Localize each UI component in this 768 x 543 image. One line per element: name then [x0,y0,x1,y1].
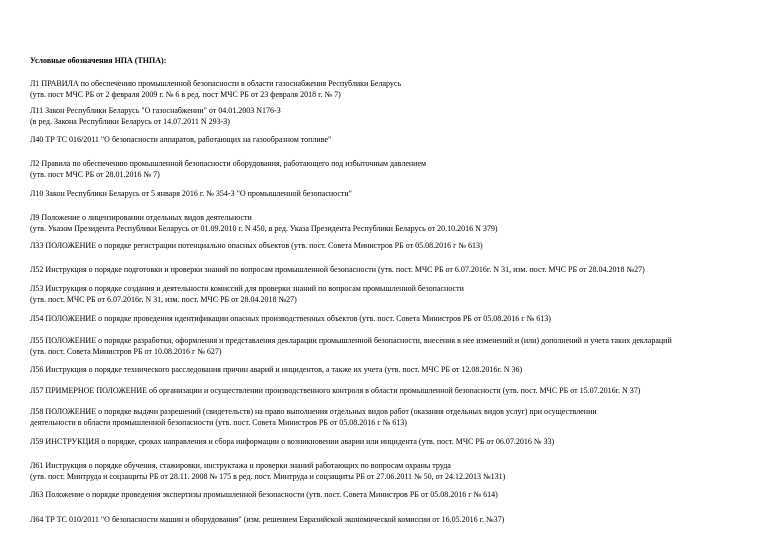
entry-line: Л11 Закон Республики Беларусь "О газоснабжении" от 04.01.2003 N176-З [30,106,281,115]
legend-entry-l57 [30,386,640,397]
legend-entry-l53 [30,284,464,305]
legend-entry-l40 [30,135,331,146]
entry-line: Л53 Инструкция о порядке создания и деятельности комиссий для проверки знаний по вопросам промышленной безопасности [30,284,464,293]
entry-line: Л56 Инструкция о порядке технического расследования причин аварий и инцидентов, а также их учета (утв. пост. МЧС РБ от 12.08.2016г. N 36) [30,365,523,374]
legend-entry-l63 [30,490,498,501]
entry-line: (утв. Указом Президента Республики Беларусь от 01.09.2010 г. N 450, в ред. Указа Президента Республики Беларусь от 20.10.2016 N 379) [30,223,498,233]
entry-line: (утв. пост МЧС РБ от 2 февраля 2009 г. № 6 в ред. пост МЧС РБ от 23 февраля 2018 г. № 7) [30,89,341,99]
legend-entry-l11 [30,106,281,127]
entry-line: (в ред. Закона Республики Беларусь от 14.07.2011 N 293-З) [30,116,230,126]
entry-line: Л57 ПРИМЕРНОЕ ПОЛОЖЕНИЕ об организации и осуществлении производственного контроля в области промышленной безопасности (утв. пост. МЧС РБ от 15.07.2016г. N 37) [30,386,641,395]
legend-entry-l64 [30,515,504,526]
entry-line: (утв. пост. Минтруда и соцзащиты РБ от 28.11. 2008 № 175 в ред. пост. Минтруда и соцзащиты РБ от 27.06.2011 № 50, от 24.12.2013 №131) [30,471,506,481]
legend-entry-l9 [30,213,498,234]
legend-entry-l58 [30,407,597,428]
legend-heading: Условные обозначения НПА (ТНПА): [30,56,167,65]
entry-line: Л55 ПОЛОЖЕНИЕ о порядке разработки, оформления и представления декларации промышленной безопасности, внесения в нее изменений и (или) дополнений и учета таких деклараций [30,336,672,345]
entry-line: Л2 Правила по обеспечению промышленной безопасности оборудования, работающего под избыточным давлением [30,159,427,168]
entry-line: Л1 ПРАВИЛА по обеспечению промышленной безопасности в области газоснабжения Республики Беларусь [30,79,402,88]
entry-line: деятельности в области промышленной безопасности (утв. пост. Совета Министров РБ от 05.08.2016 г № 613) [30,417,407,427]
entry-line: Л52 Инструкция о порядке подготовки и проверки знаний по вопросам промышленной безопасности (утв. пост. МЧС РБ от 6.07.2016г. N 31, изм. пост. МЧС РБ от 28.04.2018 №27) [30,265,645,274]
legend-entry-l55 [30,336,672,357]
entry-line: (утв. пост. Совета Министров РБ от 10.08.2016 г № 627) [30,346,222,356]
entry-line: Л61 Инструкция о порядке обучения, стажировки, инструктажа и проверки знаний работающих по вопросам охраны труда [30,461,451,470]
entry-line: Л63 Положение о порядке проведения экспертизы промышленной безопасности (утв. пост. Совета Министров РБ от 05.08.2016 г № 614) [30,490,498,499]
entry-line: Л58 ПОЛОЖЕНИЕ о порядке выдачи разрешений (свидетельств) на право выполнения отдельных видов работ (оказания отдельных видов услуг) при осуществлении [30,407,597,416]
entry-line: (утв. пост. МЧС РБ от 6.07.2016г. N 31, изм. пост. МЧС РБ от 28.04.2018 №27) [30,294,297,304]
entry-line: Л54 ПОЛОЖЕНИЕ о порядке проведения идентификации опасных производственных объектов (утв. пост. Совета Министров РБ от 05.08.2016 г № 613) [30,314,551,323]
legend-entry-l1 [30,79,401,100]
legend-entry-l54 [30,314,551,325]
entry-line: Л40 ТР ТС 016/2011 "О безопасности аппаратов, работающих на газообразном топливе" [30,135,332,144]
entry-line: Л59 ИНСТРУКЦИЯ о порядке, сроках направления и сбора информации о возникновении аварии или инцидента (утв. пост. МЧС РБ от 06.07.2016 № 33) [30,437,555,446]
legend-entry-l2 [30,159,426,180]
legend-entry-l59 [30,437,554,448]
legend-entry-l56 [30,365,522,376]
entry-line: (утв. пост МЧС РБ от 28.01.2016 № 7) [30,169,160,179]
legend-entry-l33 [30,241,483,252]
legend-entry-l61 [30,461,505,482]
entry-line: Л9 Положение о лицензировании отдельных видов деятельности [30,213,252,222]
entry-line: Л64 ТР ТС 010/2011 "О безопасности машин и оборудования" (изм. решением Евразийской экономической комиссии от 16.05.2016 г. №37) [30,515,505,524]
entry-line: Л10 Закон Республики Беларусь от 5 января 2016 г. № 354-З "О промышленной безопасности" [30,189,352,198]
legend-entry-l10 [30,189,352,200]
entry-line: Л33 ПОЛОЖЕНИЕ о порядке регистрации потенциально опасных объектов (утв. пост. Совета Министров РБ от 05.08.2016 г № 613) [30,241,483,250]
legend-entry-l52 [30,265,645,276]
